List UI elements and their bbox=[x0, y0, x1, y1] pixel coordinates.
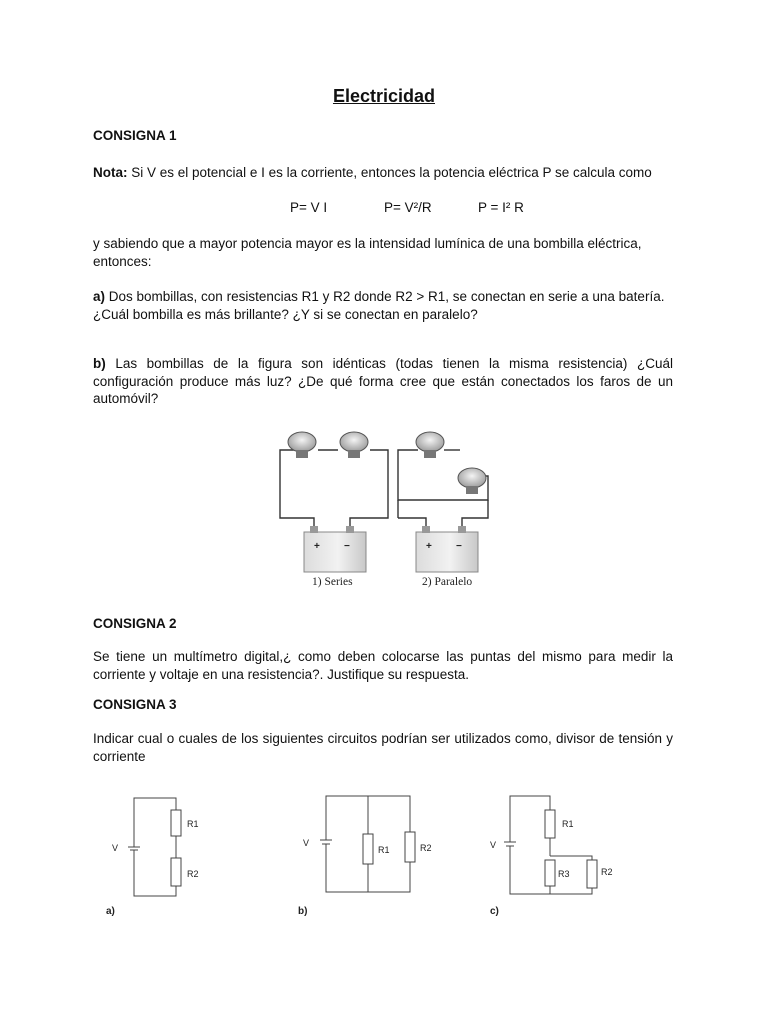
circuit-b-v: V bbox=[303, 838, 310, 848]
circuit-b bbox=[292, 792, 442, 922]
series-caption: 1) Series bbox=[312, 576, 353, 588]
formula-v2r: P= V²/R bbox=[384, 200, 432, 215]
document-title: Electricidad bbox=[332, 86, 436, 106]
bulb-icon bbox=[458, 468, 486, 494]
consigna-3-text: Indicar cual o cuales de los siguientes circuitos podrían ser utilizados como, divisor de tensión y corriente bbox=[93, 731, 673, 764]
nota-text: Si V es el potencial e I es la corriente, entonces la potencia eléctrica P se calcula como bbox=[127, 165, 652, 180]
question-a-text: Dos bombillas, con resistencias R1 y R2 donde R2 > R1, se conectan en serie a una batería.¿Cuál bombilla es más brillante? ¿Y si se conectan en paralelo? bbox=[93, 289, 665, 322]
bulb-icon bbox=[340, 432, 368, 458]
circuit-c-r1: R1 bbox=[562, 819, 574, 829]
circuit-c-r2: R2 bbox=[601, 867, 613, 877]
circuit-a-v: V bbox=[112, 843, 119, 853]
battery-minus: − bbox=[456, 541, 462, 552]
consigna-2-text: Se tiene un multímetro digital,¿ como deben colocarse las puntas del mismo para medir la corriente y voltaje en una resistencia?. Justifique su respuesta. bbox=[93, 649, 673, 682]
battery-icon bbox=[304, 526, 366, 572]
circuit-c bbox=[484, 792, 624, 922]
question-b-label: b) bbox=[93, 356, 106, 371]
parallel-caption: 2) Paralelo bbox=[422, 576, 473, 588]
circuit-c-r3: R3 bbox=[558, 869, 570, 879]
question-a-label: a) bbox=[93, 289, 106, 304]
circuit-b-label: b) bbox=[298, 906, 308, 917]
circuit-a-label: a) bbox=[106, 906, 115, 917]
question-b bbox=[93, 355, 673, 408]
battery-plus: + bbox=[314, 541, 320, 552]
nota-label: Nota: bbox=[93, 165, 128, 180]
circuit-a-r2: R2 bbox=[187, 869, 199, 879]
series-circuit bbox=[280, 450, 488, 528]
battery-icon bbox=[416, 526, 478, 572]
formula-i2r: P = I² R bbox=[478, 200, 524, 215]
circuit-b-r2: R2 bbox=[420, 843, 432, 853]
circuit-a bbox=[100, 792, 220, 922]
circuit-c-v: V bbox=[490, 840, 497, 850]
battery-minus: − bbox=[344, 541, 350, 552]
bulb-icon bbox=[288, 432, 316, 458]
circuit-b-r1: R1 bbox=[378, 845, 390, 855]
consigna-1-heading: CONSIGNA 1 bbox=[93, 128, 177, 143]
consigna-2-heading: CONSIGNA 2 bbox=[93, 616, 177, 631]
circuit-c-label: c) bbox=[490, 906, 499, 917]
nota-paragraph bbox=[93, 164, 673, 182]
battery-plus: + bbox=[426, 541, 432, 552]
bulb-icon bbox=[416, 432, 444, 458]
intro-paragraph: y sabiendo que a mayor potencia mayor es la intensidad lumínica de una bombilla eléctrica, entonces: bbox=[93, 236, 642, 269]
question-b-text: Las bombillas de la figura son idénticas (todas tienen la misma resistencia) ¿Cuál configuración produce más luz? ¿De qué forma cree que están conectados los faros de un automóvil? bbox=[93, 356, 673, 406]
power-formulas bbox=[0, 200, 768, 218]
question-a bbox=[93, 288, 673, 323]
formula-vi: P= V I bbox=[290, 200, 328, 215]
bulbs-figure bbox=[270, 428, 500, 594]
consigna-3-heading: CONSIGNA 3 bbox=[93, 697, 177, 712]
circuit-a-r1: R1 bbox=[187, 819, 199, 829]
